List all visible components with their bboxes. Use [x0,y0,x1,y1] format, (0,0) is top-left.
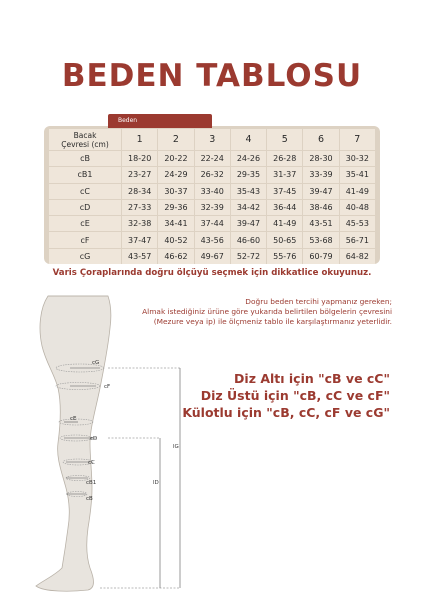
table-cell: 55-76 [267,249,302,264]
table-cell: 28-34 [122,184,157,199]
row-label-cD: cD [49,200,121,215]
table-cell: 33-40 [195,184,230,199]
pantyhose-rule: Külotlu için "cB, cC, cF ve cG" [182,405,390,420]
label-cF: cF [104,384,111,390]
table-cell: 39-47 [303,184,338,199]
size-header-5: 5 [267,129,302,150]
table-row [49,232,375,247]
table-cell: 27-33 [122,200,157,215]
table-cell: 49-67 [195,249,230,264]
table-cell: 32-39 [195,200,230,215]
table-cell: 30-32 [340,151,375,166]
table-cell: 22-24 [195,151,230,166]
table-cell: 33-39 [303,167,338,182]
table-cell: 52-72 [231,249,266,264]
table-cell: 39-47 [231,216,266,231]
table-cell: 23-27 [122,167,157,182]
table-cell: 56-71 [340,232,375,247]
corner-line-1: Bacak [73,130,97,140]
size-header-7: 7 [340,129,375,150]
table-cell: 30-37 [158,184,193,199]
label-lG: lG [173,444,179,450]
table-cell: 43-51 [303,216,338,231]
table-cell: 46-62 [158,249,193,264]
label-cG: cG [92,360,100,366]
label-cD: cD [90,436,98,442]
table-cell: 46-60 [231,232,266,247]
label-cC: cC [88,460,95,466]
instruction-line-1: Doğru beden tercihi yapmanız gereken; [245,297,392,306]
table-cell: 41-49 [340,184,375,199]
row-label-cG: cG [49,249,121,264]
table-cell: 64-82 [340,249,375,264]
table-row [49,184,375,199]
table-cell: 40-52 [158,232,193,247]
table-cell: 36-44 [267,200,302,215]
table-cell: 18-20 [122,151,157,166]
table-cell: 45-53 [340,216,375,231]
knee-high-rule: Diz Altı için "cB ve cC" [234,371,390,386]
table-cell: 40-48 [340,200,375,215]
table-cell: 32-38 [122,216,157,231]
table-cell: 34-42 [231,200,266,215]
table-row [49,151,375,166]
table-cell: 34-41 [158,216,193,231]
table-row [49,200,375,215]
table-cell: 29-36 [158,200,193,215]
thigh-high-rule: Diz Üstü için "cB, cC ve cF" [200,388,390,403]
size-table-header [49,129,375,150]
table-cell: 26-32 [195,167,230,182]
label-cE: cE [70,416,77,422]
row-label-cB: cB [49,151,121,166]
row-label-cB1: cB1 [49,167,121,182]
table-row [49,167,375,182]
leg-measurement-diagram [0,288,200,600]
label-cB1: cB1 [86,480,97,486]
leg-silhouette [36,296,111,591]
table-row [49,249,375,264]
table-cell: 24-26 [231,151,266,166]
size-header-6: 6 [303,129,338,150]
table-cell: 50-65 [267,232,302,247]
table-cell: 37-45 [267,184,302,199]
table-cell: 41-49 [267,216,302,231]
page-title: BEDEN TABLOSU [61,58,363,94]
row-label-cE: cE [49,216,121,231]
size-header-4: 4 [231,129,266,150]
table-cell: 43-56 [195,232,230,247]
table-cell: 37-47 [122,232,157,247]
table-cell: 38-46 [303,200,338,215]
corner-line-2: Çevresi (cm) [61,139,109,149]
table-cell: 24-29 [158,167,193,182]
instruction-line-2: Almak istediğiniz ürüne göre yukarıda belirtilen bölgelerin çevresini [142,307,392,316]
leg-circumference-header [49,129,121,150]
table-cell: 26-28 [267,151,302,166]
table-cell: 31-37 [267,167,302,182]
table-cell: 35-41 [340,167,375,182]
table-cell: 53-68 [303,232,338,247]
table-cell: 28-30 [303,151,338,166]
table-cell: 35-43 [231,184,266,199]
table-cell: 37-44 [195,216,230,231]
row-label-cC: cC [49,184,121,199]
table-row [49,216,375,231]
table-cell: 20-22 [158,151,193,166]
row-label-cF: cF [49,232,121,247]
size-header-3: 3 [195,129,230,150]
label-lD: lD [153,480,159,486]
size-header-tab: Beden [108,114,212,128]
size-header-1: 1 [122,129,157,150]
table-cell: 29-35 [231,167,266,182]
size-header-2: 2 [158,129,193,150]
table-cell: 43-57 [122,249,157,264]
size-table [48,128,376,265]
label-cB: cB [86,496,93,502]
table-cell: 60-79 [303,249,338,264]
instruction-line-3: (Mezure veya ip) ile ölçmeniz tablo ile karşılaştırmanız yeterlidir. [153,317,392,326]
measurement-note: Varis Çoraplarında doğru ölçüyü seçmek için dikkatlice okuyunuz. [52,268,372,278]
